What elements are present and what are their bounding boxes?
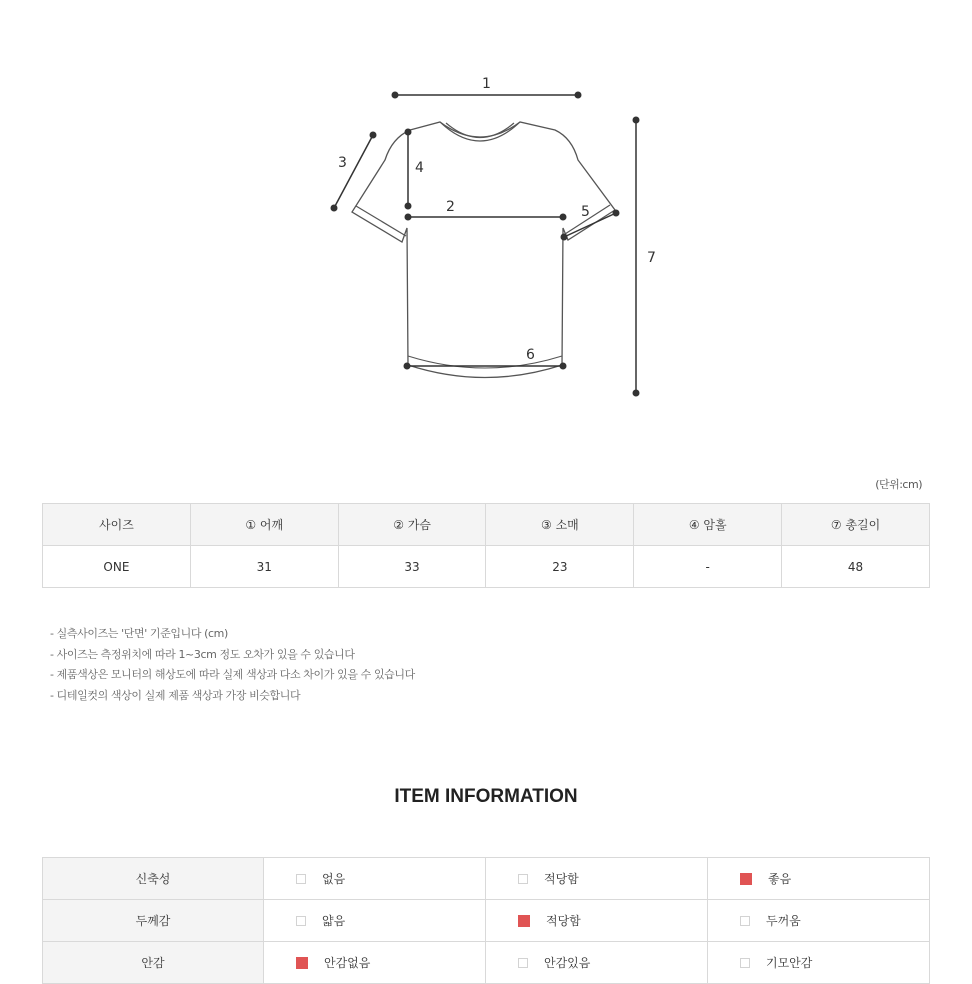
size-notes [50,624,415,706]
unit-note: (단위:cm) [875,478,922,491]
checkbox-icon [296,916,306,926]
info-option [708,942,930,984]
info-option [264,942,486,984]
size-header-cell: ② 가슴 [338,504,486,546]
size-header-cell: ③ 소매 [486,504,634,546]
measure-2-chest [405,214,567,221]
checkbox-icon [518,874,528,884]
label-6: 6 [526,347,535,363]
checkbox-icon [740,873,752,885]
info-row-lining [43,942,930,984]
info-option [708,858,930,900]
measure-4-armhole [405,129,412,210]
info-option [708,900,930,942]
item-information-title: ITEM INFORMATION [394,786,578,807]
size-cell: - [634,546,782,588]
size-table-row [43,546,930,588]
left-sleeve-cuff [356,206,406,236]
label-7: 7 [647,250,656,266]
note-line: - 제품색상은 모니터의 해상도에 따라 실제 색상과 다소 차이가 있을 수 있습니다 [50,668,415,681]
tshirt-outline [352,122,615,378]
info-row-label: 안감 [43,942,264,984]
size-cell: 31 [190,546,338,588]
item-information-table [42,857,930,984]
size-header-cell: ① 어깨 [190,504,338,546]
info-row-stretch [43,858,930,900]
measure-7-length [633,117,640,397]
checkbox-icon [518,915,530,927]
checkbox-icon [518,958,528,968]
note-line: - 디테일컷의 색상이 실제 제품 색상과 가장 비슷합니다 [50,688,301,702]
checkbox-icon [740,916,750,926]
info-row-label: 두께감 [43,900,264,942]
info-row-label: 신축성 [43,858,264,900]
option-label: 얇음 [322,914,346,928]
info-row-thickness [43,900,930,942]
note-line: - 사이즈는 측정위치에 따라 1~3cm 정도 오차가 있을 수 있습니다 [50,647,355,661]
size-cell: 33 [338,546,486,588]
info-option [486,942,708,984]
label-5: 5 [581,204,590,220]
measure-5-cuff [561,210,620,241]
size-header-cell: ⑦ 총길이 [782,504,930,546]
option-label: 적당함 [544,872,579,886]
checkbox-icon [296,874,306,884]
option-label: 안감있음 [544,956,591,970]
size-cell: 23 [486,546,634,588]
size-table [42,503,930,588]
size-cell: ONE [43,546,191,588]
option-label: 좋음 [768,872,792,886]
size-cell: 48 [782,546,930,588]
option-label: 안감없음 [324,956,371,970]
tshirt-collar [440,122,520,141]
measure-3-sleeve [331,132,377,212]
option-label: 두꺼움 [766,914,801,928]
size-table-header-row [43,504,930,546]
option-label: 없음 [322,872,346,886]
size-header-cell: 사이즈 [43,504,191,546]
size-header-cell: ④ 암홀 [634,504,782,546]
info-option [486,858,708,900]
checkbox-icon [740,958,750,968]
label-2: 2 [446,199,455,215]
label-1: 1 [482,76,491,92]
option-label: 적당함 [546,914,581,928]
checkbox-icon [296,957,308,969]
label-3: 3 [338,155,347,171]
tshirt-size-diagram [320,60,680,410]
info-option [264,900,486,942]
label-4: 4 [415,160,424,176]
option-label: 기모안감 [766,956,813,970]
info-option [486,900,708,942]
tshirt-diagram-svg [320,60,680,410]
info-option [264,858,486,900]
measure-1-shoulder [392,92,582,99]
note-line: - 실측사이즈는 '단면' 기준입니다 (cm) [50,627,228,640]
